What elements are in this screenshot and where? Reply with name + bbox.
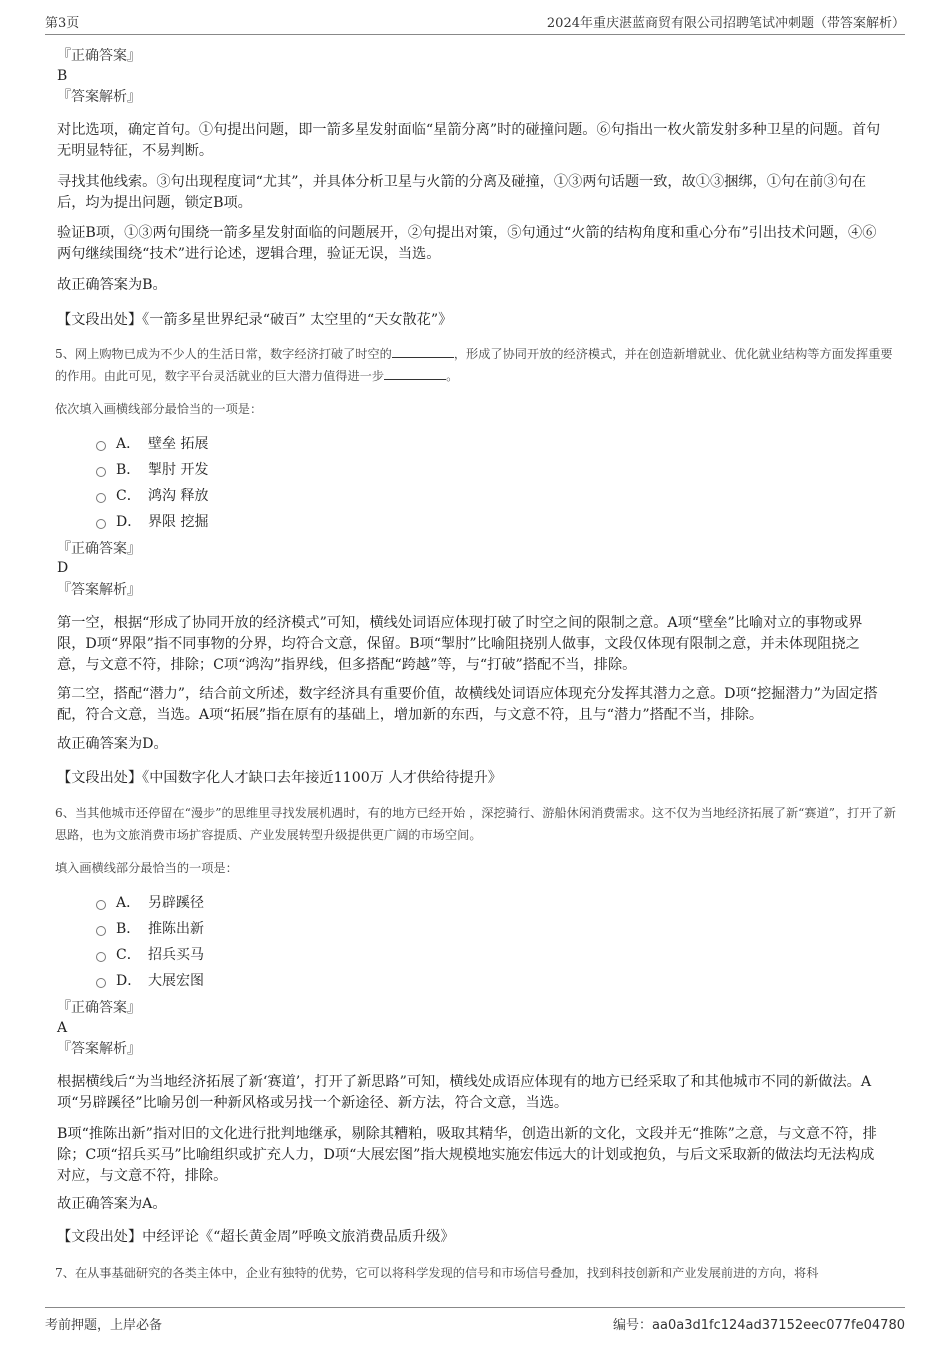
option-a[interactable] — [96, 893, 204, 913]
document-title: 2024年重庆湛蓝商贸有限公司招聘笔试冲刺题（带答案解析） — [546, 16, 905, 31]
option-text: 掣肘 开发 — [148, 462, 209, 478]
answer-label: 『正确答案』 — [57, 1000, 141, 1016]
option-letter: B． — [116, 921, 141, 937]
option-d[interactable] — [96, 512, 208, 532]
analysis-paragraph: 第一空，根据“形成了协同开放的经济模式”可知，横线处词语应体现打破了时空之间的限制之意。A项“壁垒”比喻对立的事物或界限，D项“界限”指不同事物的分界，均符合文意，保留。B项“掣肘”比喻阻挠别人做事，文段仅体现有限制之意，并未体现阻挠之意，与文意不符，排除；C项“鸿沟”指界线，但多搭配“跨越”等，与“打破”搭配不当，排除。 — [57, 615, 863, 673]
option-d[interactable] — [96, 971, 204, 991]
option-letter: A． — [116, 895, 141, 911]
option-letter: D． — [116, 514, 142, 530]
page-number: 第3页 — [45, 16, 80, 31]
option-a[interactable] — [96, 434, 208, 454]
analysis-label: 『答案解析』 — [57, 1041, 141, 1057]
option-c[interactable] — [96, 486, 208, 506]
source-citation: 【文段出处】《中国数字化人才缺口去年接近1100万 人才供给待提升》 — [57, 770, 502, 786]
analysis-paragraph: 根据横线后“为当地经济拓展了新‘赛道’，打开了新思路”可知，横线处成语应体现有的地方已经采取了和其他城市不同的新做法。A项“另辟蹊径”比喻另创一种新风格或另找一个新途径、新方法，符合文意，当选。 — [57, 1074, 872, 1111]
option-text: 招兵买马 — [148, 947, 204, 963]
radio-icon[interactable] — [96, 467, 106, 477]
option-letter: B． — [116, 462, 141, 478]
question-stem: 6、当其他城市还停留在“漫步”的思维里寻找发展机遇时，有的地方已经开始 ，深挖骑行、游船休闲消费需求。这不仅为当地经济拓展了新“赛道”，打开了新思路，也为文旅消费市场扩容提质、产业发展转型升级提供更广阔的市场空间。 — [55, 806, 896, 842]
option-letter: C． — [116, 947, 141, 963]
conclusion: 故正确答案为D。 — [57, 736, 168, 752]
option-b[interactable] — [96, 460, 208, 480]
analysis-paragraph: 寻找其他线索。③句出现程度词“尤其”，并具体分析卫星与火箭的分离及碰撞，①③两句话题一致，故①③捆绑，①句在前③句在后，均为提出问题，锁定B项。 — [57, 174, 867, 211]
option-text: 推陈出新 — [148, 921, 204, 937]
page-header — [45, 12, 905, 35]
option-text: 大展宏图 — [148, 973, 204, 989]
fill-blank — [392, 345, 454, 358]
conclusion: 故正确答案为A。 — [57, 1196, 167, 1212]
option-b[interactable] — [96, 919, 204, 939]
stem-text: 5、网上购物已成为不少人的生活日常，数字经济打破了时空的 — [55, 347, 392, 361]
stem-text: 。 — [446, 369, 459, 383]
footer-slogan: 考前押题，上岸必备 — [45, 1318, 163, 1333]
stem-text: ，形成了协同开放的经济模式，并在创造新增就业、优化就业结构等方面发挥重要的作用。由此可见，数字平台灵活就业的巨大潜力值得进一步 — [55, 347, 893, 383]
source-citation: 【文段出处】《一箭多星世界纪录“破百” 太空里的“天女散花”》 — [57, 312, 453, 328]
radio-icon[interactable] — [96, 952, 106, 962]
fill-blank — [384, 367, 446, 380]
question-stem: 7、在从事基础研究的各类主体中，企业有独特的优势，它可以将科学发现的信号和市场信号叠加，找到科技创新和产业发展前进的方向，将科 — [55, 1266, 819, 1280]
document-code — [613, 1314, 905, 1333]
code-value: aa0a3d1fc124ad37152eec077fe04780 — [652, 1318, 905, 1333]
answer-value: D — [57, 560, 69, 576]
radio-icon[interactable] — [96, 900, 106, 910]
analysis-label: 『答案解析』 — [57, 582, 141, 598]
page-footer — [45, 1307, 905, 1333]
analysis-paragraph: 验证B项，①③两句围绕一箭多星发射面临的问题展开，②句提出对策，⑤句通过“火箭的结构角度和重心分布”引出技术问题，④⑥两句继续围绕“技术”进行论述，逻辑合理，验证无误，当选。 — [57, 225, 877, 262]
question-prompt: 依次填入画横线部分最恰当的一项是： — [55, 402, 263, 416]
option-text: 鸿沟 释放 — [148, 488, 209, 504]
analysis-paragraph: B项“推陈出新”指对旧的文化进行批判地继承，剔除其糟粕，吸取其精华，创造出新的文化，文段并无“推陈”之意，与文意不符，排除；C项“招兵买马”比喻组织或扩充人力，D项“大展宏图”指大规模地实施宏伟远大的计划或抱负，与后文采取新的做法均无法构成对应，与文意不符，排除。 — [57, 1126, 877, 1184]
conclusion: 故正确答案为B。 — [57, 277, 167, 293]
radio-icon[interactable] — [96, 978, 106, 988]
question-stem — [55, 343, 900, 387]
option-text: 壁垒 拓展 — [148, 436, 209, 452]
option-letter: C． — [116, 488, 141, 504]
answer-value: B — [57, 68, 68, 84]
radio-icon[interactable] — [96, 519, 106, 529]
analysis-paragraph: 第二空，搭配“潜力”，结合前文所述，数字经济具有重要价值，故横线处词语应体现充分发挥其潜力之意。D项“挖掘潜力”为固定搭配，符合文意，当选。A项“拓展”指在原有的基础上，增加新的东西，与文意不符，且与“潜力”搭配不当，排除。 — [57, 686, 878, 723]
answer-label: 『正确答案』 — [57, 541, 141, 557]
radio-icon[interactable] — [96, 441, 106, 451]
source-citation: 【文段出处】中经评论《“超长黄金周”呼唤文旅消费品质升级》 — [57, 1229, 455, 1245]
answer-value: A — [57, 1020, 68, 1036]
option-letter: D． — [116, 973, 142, 989]
code-label: 编号： — [613, 1318, 653, 1333]
option-text: 界限 挖掘 — [148, 514, 209, 530]
option-text: 另辟蹊径 — [148, 895, 204, 911]
answer-label: 『正确答案』 — [57, 48, 141, 64]
analysis-label: 『答案解析』 — [57, 89, 141, 105]
radio-icon[interactable] — [96, 493, 106, 503]
option-c[interactable] — [96, 945, 204, 965]
question-prompt: 填入画横线部分最恰当的一项是： — [55, 861, 238, 875]
analysis-paragraph: 对比选项，确定首句。①句提出问题，即一箭多星发射面临“星箭分离”时的碰撞问题。⑥句指出一枚火箭发射多种卫星的问题。首句无明显特征，不易判断。 — [57, 122, 881, 159]
radio-icon[interactable] — [96, 926, 106, 936]
option-letter: A． — [116, 436, 141, 452]
